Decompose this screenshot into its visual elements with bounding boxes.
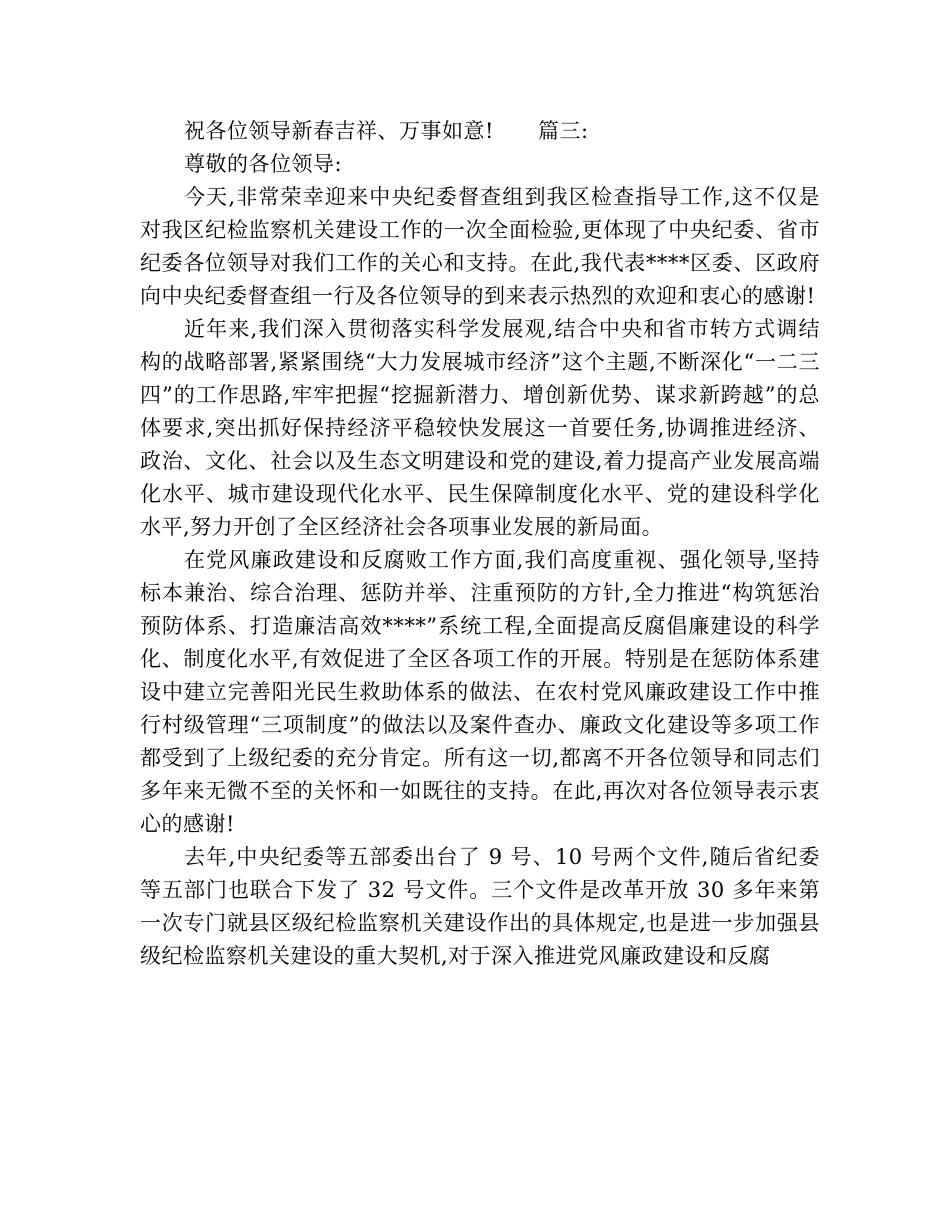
closing-wish: 祝各位领导新春吉祥、万事如意! <box>184 119 494 143</box>
salutation: 尊敬的各位领导: <box>184 152 343 176</box>
paragraph-development: 近年来,我们深入贯彻落实科学发展观,结合中央和省市转方式调结构的战略部署,紧紧围绕“大力发展城市经济”这个主题,不断深化“一二三四”的工作思路,牢牢把握“挖掘新潜力、增创新优势、谋求新跨越”的总体要求,突出抓好保持经济平稳较快发展这一首要任务,协调推进经济、政治、文化、社会以及生态文明建设和党的建设,着力提高产业发展高端化水平、城市建设现代化水平、民生保障制度化水平、党的建设科学化水平,努力开创了全区经济社会各项事业发展的新局面。 <box>140 317 820 539</box>
paragraph-documents: 去年,中央纪委等五部委出台了 9 号、10 号两个文件,随后省纪委等五部门也联合下发了 32 号文件。三个文件是改革开放 30 多年来第一次专门就县区级纪检监察机关建设作出的具体规定,也是进一步加强县级纪检监察机关建设的重大契机,对于深入推进党风廉政建设和反腐 <box>140 845 820 968</box>
paragraph-anticorruption: 在党风廉政建设和反腐败工作方面,我们高度重视、强化领导,坚持标本兼治、综合治理、惩防并举、注重预防的方针,全力推进“构筑惩治预防体系、打造廉洁高效****”系统工程,全面提高反腐倡廉建设的科学化、制度化水平,有效促进了全区各项工作的开展。特别是在惩防体系建设中建立完善阳光民生救助体系的做法、在农村党风廉政建设工作中推行村级管理“三项制度”的做法以及案件查办、廉政文化建设等多项工作都受到了上级纪委的充分肯定。所有这一切,都离不开各位领导和同志们多年来无微不至的关怀和一如既往的支持。在此,再次对各位领导表示衷心的感谢! <box>140 548 820 836</box>
greeting-line <box>140 115 820 148</box>
document-body <box>140 115 820 973</box>
section-label: 篇三: <box>537 119 589 143</box>
paragraph-welcome: 今天,非常荣幸迎来中央纪委督查组到我区检查指导工作,这不仅是对我区纪检监察机关建设工作的一次全面检验,更体现了中央纪委、省市纪委各位领导对我们工作的关心和支持。在此,我代表****区委、区政府向中央纪委督查组一行及各位领导的到来表示热烈的欢迎和衷心的感谢! <box>140 185 820 308</box>
